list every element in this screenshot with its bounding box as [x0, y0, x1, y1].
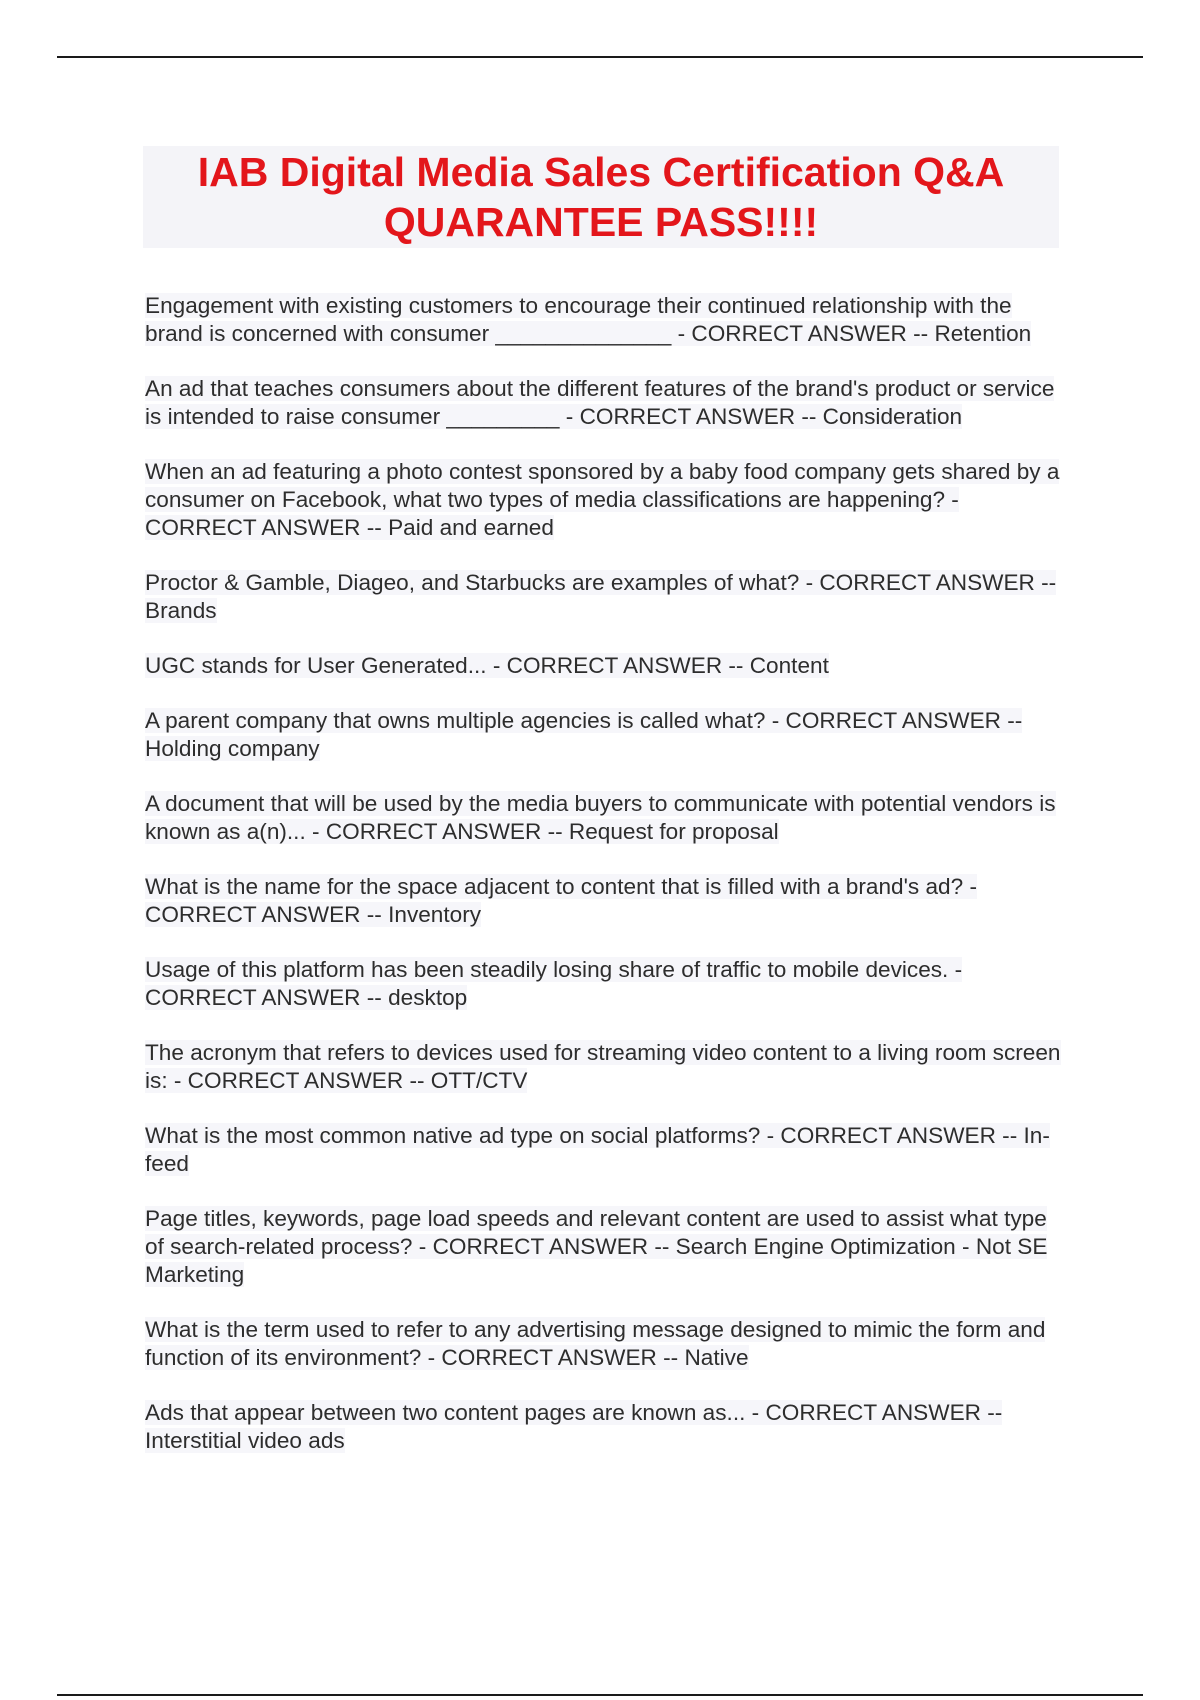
qa-item-text: UGC stands for User Generated... - CORRECT ANSWER -- Content — [145, 653, 829, 678]
qa-item-text: An ad that teaches consumers about the different features of the brand's product or service is intended to raise consumer _________ - CORRECT ANSWER -- Consideration — [145, 376, 1055, 429]
qa-item — [145, 1399, 1065, 1455]
qa-item-text: Ads that appear between two content pages are known as... - CORRECT ANSWER -- Interstitial video ads — [145, 1400, 1003, 1453]
qa-item-text: A parent company that owns multiple agencies is called what? - CORRECT ANSWER -- Holding company — [145, 708, 1023, 761]
qa-item — [145, 956, 1065, 1012]
qa-item-text: What is the name for the space adjacent to content that is filled with a brand's ad? - CORRECT ANSWER -- Inventory — [145, 874, 977, 927]
qa-list — [145, 292, 1065, 1482]
qa-item — [145, 375, 1065, 431]
qa-item — [145, 652, 1065, 680]
qa-item-text: Engagement with existing customers to encourage their continued relationship with the brand is concerned with consumer ______________ - CORRECT ANSWER -- Retention — [145, 293, 1032, 346]
footer-rule — [57, 1694, 1143, 1696]
qa-item-text: Page titles, keywords, page load speeds and relevant content are used to assist what type of search-related process? - CORRECT ANSWER -- Search Engine Optimization - Not SE Marketing — [145, 1206, 1048, 1287]
document-title-line1: IAB Digital Media Sales Certification Q&A — [197, 149, 1005, 195]
document-title — [198, 147, 1005, 247]
document-title-line2: QUARANTEE PASS!!!! — [383, 199, 819, 245]
qa-item — [145, 707, 1065, 763]
qa-item-text: What is the term used to refer to any advertising message designed to mimic the form and function of its environment? - CORRECT ANSWER -- Native — [145, 1317, 1046, 1370]
title-block — [143, 146, 1059, 248]
qa-item — [145, 292, 1065, 348]
qa-item — [145, 458, 1065, 542]
qa-item-text: A document that will be used by the media buyers to communicate with potential vendors is known as a(n)... - CORRECT ANSWER -- Request for proposal — [145, 791, 1056, 844]
qa-item-text: What is the most common native ad type on social platforms? - CORRECT ANSWER -- In-feed — [145, 1123, 1050, 1176]
qa-item — [145, 1316, 1065, 1372]
qa-item-text: When an ad featuring a photo contest sponsored by a baby food company gets shared by a consumer on Facebook, what two types of media classifications are happening? - CORRECT ANSWER -- Paid and earned — [145, 459, 1060, 540]
qa-item-text: Usage of this platform has been steadily losing share of traffic to mobile devices. - CORRECT ANSWER -- desktop — [145, 957, 963, 1010]
qa-item — [145, 1122, 1065, 1178]
qa-item — [145, 1205, 1065, 1289]
qa-item — [145, 1039, 1065, 1095]
qa-item-text: Proctor & Gamble, Diageo, and Starbucks are examples of what? - CORRECT ANSWER -- Brands — [145, 570, 1057, 623]
qa-item — [145, 790, 1065, 846]
header-rule — [57, 56, 1143, 58]
qa-item — [145, 873, 1065, 929]
qa-item-text: The acronym that refers to devices used for streaming video content to a living room screen is: - CORRECT ANSWER -- OTT/CTV — [145, 1040, 1061, 1093]
qa-item — [145, 569, 1065, 625]
